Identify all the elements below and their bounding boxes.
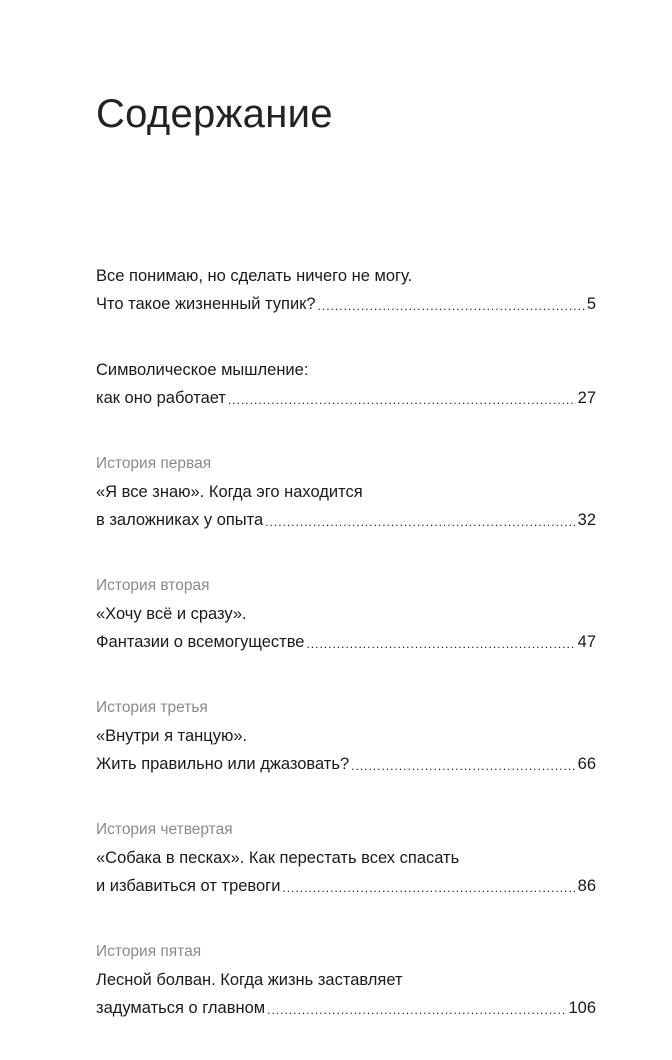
entry-label: История первая [96,455,212,472]
entry-title-line-with-page [96,290,596,318]
entry-label: История вторая [96,577,210,594]
page-number: 47 [577,633,596,651]
entry-title-line-with-page [96,628,596,656]
toc-entry-3[interactable] [96,450,596,534]
entry-title-line: «Я все знаю». Когда эго находится [96,483,363,501]
dot-leader [351,752,576,780]
page-number: 66 [577,755,596,773]
page-number: 86 [577,877,596,895]
dot-leader [282,874,575,902]
toc-entry-2[interactable] [96,356,596,412]
entry-title-line-with-page [96,872,596,900]
dot-leader [318,292,585,320]
page-title: Содержание [96,92,333,136]
dot-leader [267,996,566,1024]
entry-title-text: и избавиться от тревоги [96,877,281,895]
entry-title-text: Что такое жизненный тупик? [96,295,316,313]
page-number: 5 [586,295,596,313]
toc-list [96,262,596,1060]
entry-title-line: «Внутри я танцую». [96,727,248,745]
entry-title-line-with-page [96,384,596,412]
entry-title-line-with-page [96,750,596,778]
entry-title-line: Все понимаю, но сделать ничего не могу. [96,267,413,285]
toc-entry-1[interactable] [96,262,596,318]
entry-title-text: Фантазии о всемогуществе [96,633,305,651]
toc-entry-4[interactable] [96,572,596,656]
toc-entry-7[interactable] [96,938,596,1022]
entry-title-text: в заложниках у опыта [96,511,264,529]
entry-title-text: задуматься о главном [96,999,266,1017]
entry-title-text: Жить правильно или джазовать? [96,755,350,773]
entry-title-line: Символическое мышление: [96,361,309,379]
page-number: 106 [568,999,596,1017]
page-number: 32 [577,511,596,529]
dot-leader [306,630,575,658]
toc-entry-6[interactable] [96,816,596,900]
dot-leader [228,386,576,414]
entry-label: История четвертая [96,821,233,838]
entry-title-text: как оно работает [96,389,226,407]
dot-leader [265,508,575,536]
entry-label: История третья [96,699,208,716]
toc-entry-5[interactable] [96,694,596,778]
entry-label: История пятая [96,943,202,960]
entry-title-line: «Собака в песках». Как перестать всех спасать [96,849,460,867]
entry-title-line: Лесной болван. Когда жизнь заставляет [96,971,403,989]
page-number: 27 [577,389,596,407]
entry-title-line: «Хочу всё и сразу». [96,605,247,623]
entry-title-line-with-page [96,994,596,1022]
entry-title-line-with-page [96,506,596,534]
